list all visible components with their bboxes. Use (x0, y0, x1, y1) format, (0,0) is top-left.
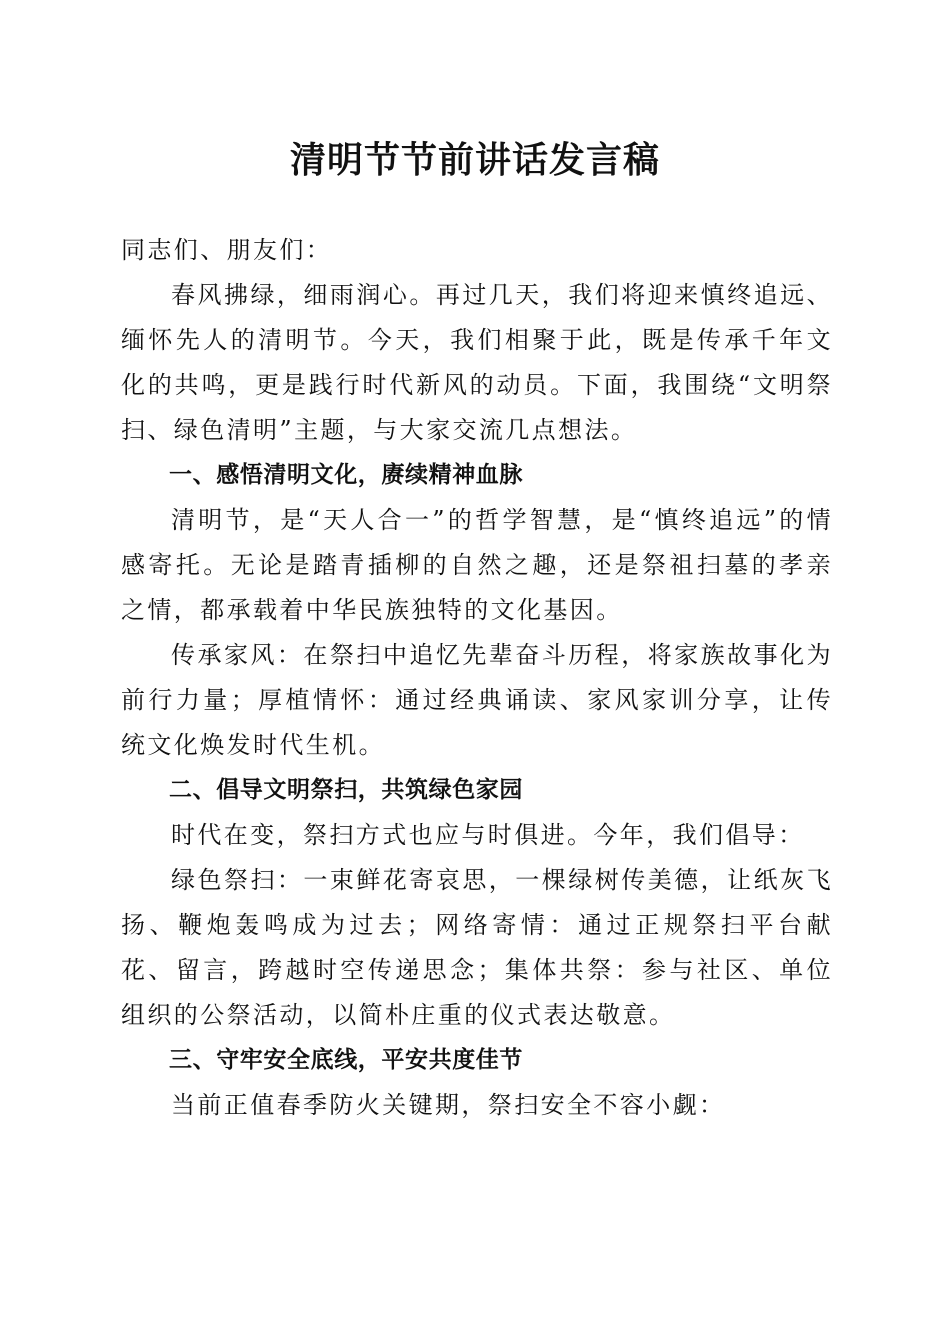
section-heading-1: 一、感悟清明文化，赓续精神血脉 (169, 462, 523, 488)
section-2-paragraph-1: 时代在变，祭扫方式也应与时俱进。今年，我们倡导： (171, 821, 805, 849)
section-2-paragraph-2: 绿色祭扫：一束鲜花寄哀思，一棵绿树传美德，让纸灰飞扬、鞭炮轰鸣成为过去；网络寄情：通过正规祭扫平台献花、留言，跨越时空传递思念；集体共祭：参与社区、单位组织的公祭活动，以简朴庄重的仪式表达敬意。 (121, 866, 833, 1029)
section-1-paragraph-2: 传承家风：在祭扫中追忆先辈奋斗历程，将家族故事化为前行力量；厚植情怀：通过经典诵读、家风家训分享，让传统文化焕发时代生机。 (121, 641, 833, 759)
section-heading-3: 三、守牢安全底线，平安共度佳节 (169, 1047, 523, 1073)
intro-paragraph: 春风拂绿，细雨润心。再过几天，我们将迎来慎终追远、缅怀先人的清明节。今天，我们相聚于此，既是传承千年文化的共鸣，更是践行时代新风的动员。下面，我围绕“文明祭扫、绿色清明”主题，与大家交流几点想法。 (121, 281, 833, 444)
salutation: 同志们、朋友们： (121, 236, 333, 264)
section-heading-2: 二、倡导文明祭扫，共筑绿色家园 (169, 777, 523, 803)
document-body (121, 228, 833, 1128)
section-1-paragraph-1: 清明节，是“天人合一”的哲学智慧，是“慎终追远”的情感寄托。无论是踏青插柳的自然之趣，还是祭祖扫墓的孝亲之情，都承载着中华民族独特的文化基因。 (121, 506, 833, 624)
section-3-paragraph-1: 当前正值春季防火关键期，祭扫安全不容小觑： (171, 1091, 726, 1119)
document-title: 清明节节前讲话发言稿 (289, 139, 660, 181)
